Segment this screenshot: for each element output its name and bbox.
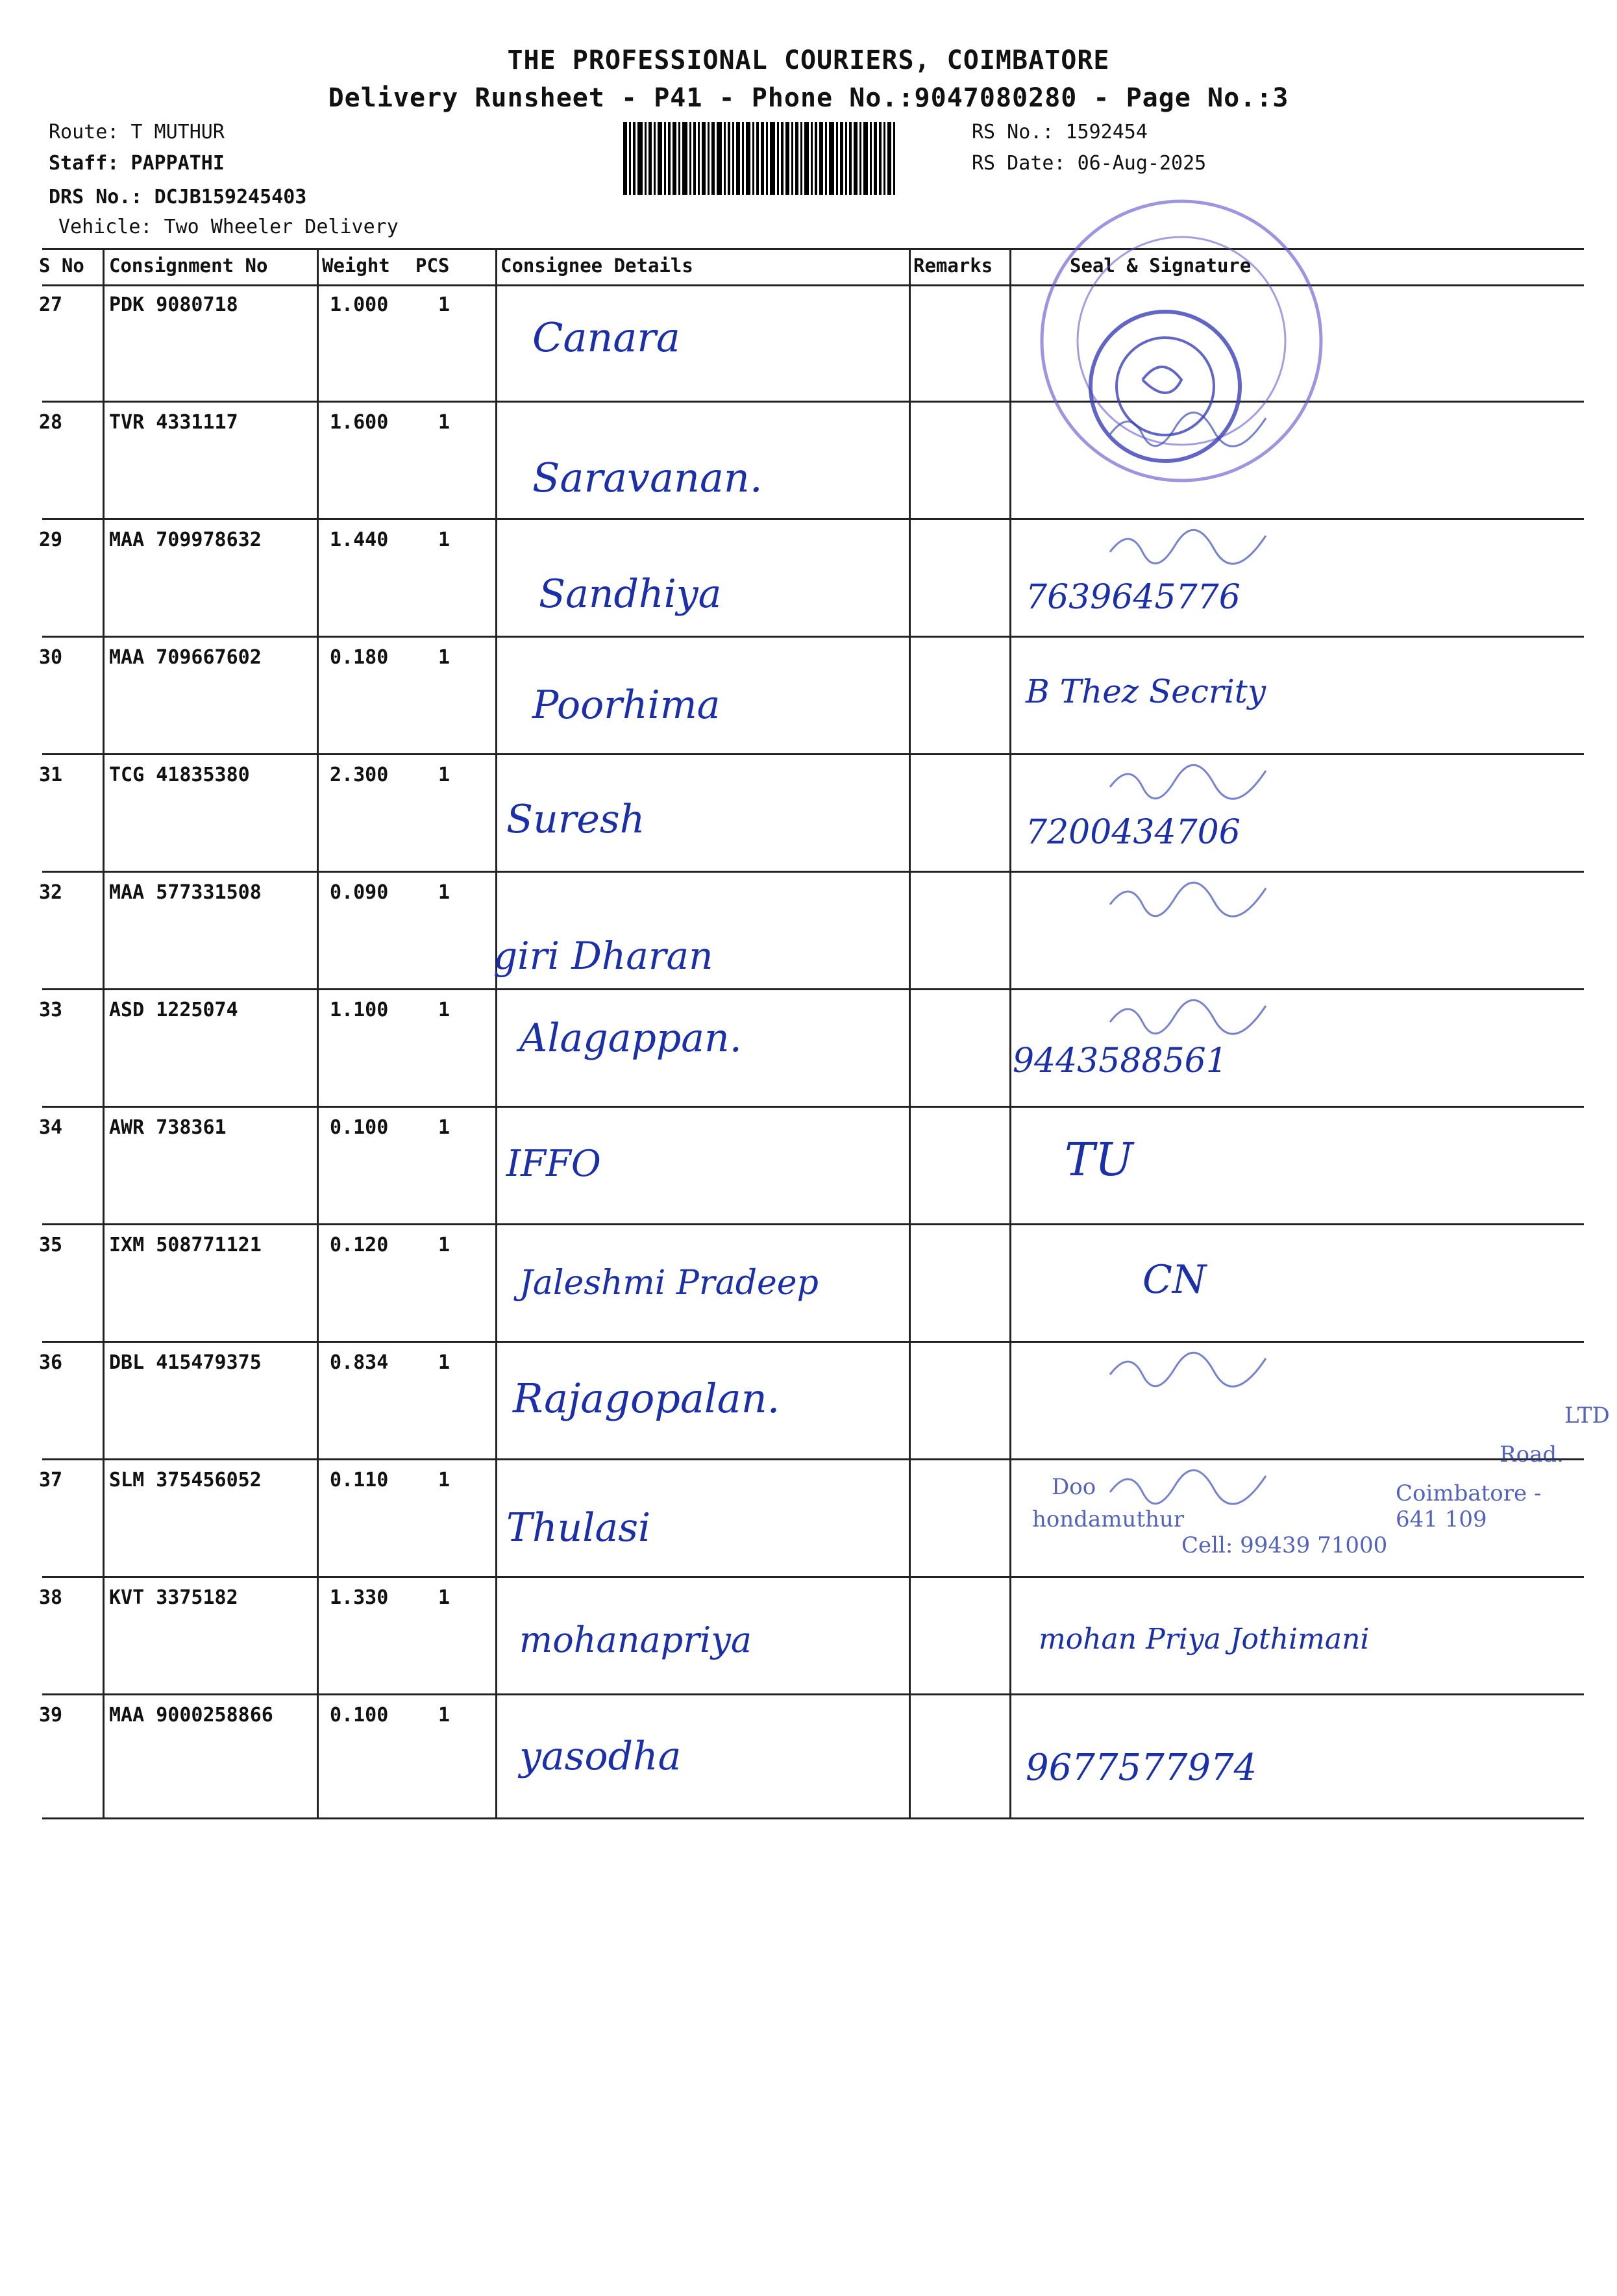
row-consignee-handwritten: yasodha [519,1734,682,1779]
row-pcs: 1 [438,646,451,669]
row-consignee-handwritten: giri Dharan [493,934,713,978]
signature-scribble [1104,879,1311,917]
row-consignment-no: IXM 508771121 [109,1234,262,1256]
col-header-seal-signature: Seal & Signature [1070,255,1252,277]
vehicle-line [58,212,399,243]
row-weight: 0.090 [330,881,389,904]
row-weight: 1.000 [330,293,389,316]
row-pcs: 1 [438,411,451,434]
row-consignment-no: MAA 577331508 [109,881,262,904]
row-weight: 0.110 [330,1469,389,1491]
row-sno: 37 [39,1469,63,1491]
row-sno: 33 [39,999,63,1021]
row-consignment-no: MAA 709978632 [109,529,262,551]
table-row [0,755,1617,872]
row-signature-handwritten: 7639645776 [1026,578,1241,617]
staff-value: PAPPATHI [130,152,225,175]
row-consignment-no: TVR 4331117 [109,411,238,434]
barcode [623,122,928,195]
row-pcs: 1 [438,1469,451,1491]
vehicle-value: Two Wheeler Delivery [164,216,399,238]
row-weight: 0.120 [330,1234,389,1256]
rs-date-line [972,148,1206,179]
staff-line [49,148,225,179]
row-weight: 1.100 [330,999,389,1021]
row-consignee-handwritten: Poorhima [532,682,721,728]
table-row [0,990,1617,1107]
route-label: Route: [49,121,119,144]
company-title: THE PROFESSIONAL COURIERS, COIMBATORE [507,45,1110,75]
row-signature-handwritten: TU [1065,1133,1133,1186]
row-consignee-handwritten: Sandhiya [539,571,722,617]
signature-scribble [1104,1349,1311,1388]
row-signature-handwritten: 9677577974 [1026,1747,1257,1789]
row-sno: 29 [39,529,63,551]
row-consignment-no: SLM 375456052 [109,1469,262,1491]
row-pcs: 1 [438,1116,451,1139]
row-signature-handwritten: 7200434706 [1026,813,1241,852]
row-pcs: 1 [438,1351,451,1374]
row-weight: 0.100 [330,1116,389,1139]
row-weight: 0.100 [330,1704,389,1727]
row-sno: 36 [39,1351,63,1374]
row-consignee-handwritten: Rajagopalan. [513,1375,780,1422]
row-consignment-no: AWR 738361 [109,1116,227,1139]
row-weight: 1.440 [330,529,389,551]
drs-value: DCJB159245403 [154,186,307,208]
row-sno: 35 [39,1234,63,1256]
row-consignment-no: DBL 415479375 [109,1351,262,1374]
col-header-pcs: PCS [415,255,450,277]
runsheet-subtitle: Delivery Runsheet - P41 - Phone No.:9047080280 - Page No.:3 [328,83,1289,113]
row-sno: 28 [39,411,63,434]
row-consignment-no: KVT 3375182 [109,1586,238,1609]
col-header-weight: Weight [322,255,390,277]
route-line [49,117,225,148]
row-pcs: 1 [438,1704,451,1727]
table-row [0,1695,1617,1812]
round-seal-stamp [1032,192,1331,490]
rs-no-label: RS No.: [972,121,1054,144]
row-consignment-no: MAA 709667602 [109,646,262,669]
row-consignment-no: TCG 41835380 [109,764,250,786]
row-sno: 27 [39,293,63,316]
row-pcs: 1 [438,999,451,1021]
table-row [0,1225,1617,1342]
table-row [0,284,1617,402]
row-consignee-handwritten: Suresh [506,797,645,842]
col-header-consignee: Consignee Details [500,255,693,277]
row-consignment-no: MAA 9000258866 [109,1704,273,1727]
row-sno: 39 [39,1704,63,1727]
row-sno: 32 [39,881,63,904]
row-weight: 2.300 [330,764,389,786]
row-sno: 30 [39,646,63,669]
row-consignment-no: ASD 1225074 [109,999,238,1021]
row-consignee-handwritten: mohanapriya [519,1619,752,1660]
row-weight: 1.600 [330,411,389,434]
signature-scribble [1104,761,1311,800]
table-bottom-rule [42,1817,1584,1819]
row-consignee-handwritten: Jaleshmi Pradeep [519,1264,819,1303]
row-signature-handwritten: B Thez Secrity [1026,673,1266,710]
row-pcs: 1 [438,1586,451,1609]
row-signature-handwritten: CN [1142,1257,1207,1303]
drs-label: DRS No.: [49,186,143,208]
row-signature-handwritten: mohan Priya Jothimani [1039,1623,1370,1656]
row-sno: 38 [39,1586,63,1609]
rs-date-value: 06-Aug-2025 [1077,152,1207,175]
route-value: T MUTHUR [130,121,225,144]
row-consignment-no: PDK 9080718 [109,293,238,316]
row-pcs: 1 [438,1234,451,1256]
row-consignee-handwritten: Alagappan. [519,1016,742,1061]
row-weight: 1.330 [330,1586,389,1609]
row-weight: 0.180 [330,646,389,669]
staff-label: Staff: [49,152,119,175]
col-header-sno: S No [39,255,84,277]
row-pcs: 1 [438,293,451,316]
row-consignee-handwritten: IFFO [506,1143,601,1185]
drs-line [49,182,306,213]
table-row [0,1577,1617,1695]
table-row [0,402,1617,519]
vehicle-label: Vehicle: [58,216,153,238]
address-rubber-stamp: LTD Road. Doo Coimbatore - 641 109 hondamuthur Cell: 99439 71000 [1032,1403,1610,1558]
col-header-remarks: Remarks [913,255,993,277]
row-pcs: 1 [438,881,451,904]
rs-no-value: 1592454 [1065,121,1148,144]
row-pcs: 1 [438,529,451,551]
rs-date-label: RS Date: [972,152,1066,175]
row-consignee-handwritten: Canara [532,314,680,361]
row-sno: 34 [39,1116,63,1139]
row-consignee-handwritten: Thulasi [506,1505,651,1551]
rs-no-line [972,117,1148,148]
row-signature-handwritten: 9443588561 [1013,1042,1228,1080]
table-row [0,519,1617,637]
col-header-consignment: Consignment No [109,255,268,277]
row-sno: 31 [39,764,63,786]
row-consignee-handwritten: Saravanan. [532,454,763,501]
table-top-rule [42,248,1584,250]
table-row [0,637,1617,755]
signature-scribble [1104,526,1311,565]
table-row [0,1107,1617,1225]
row-pcs: 1 [438,764,451,786]
table-row [0,872,1617,990]
signature-scribble [1104,996,1311,1035]
row-weight: 0.834 [330,1351,389,1374]
